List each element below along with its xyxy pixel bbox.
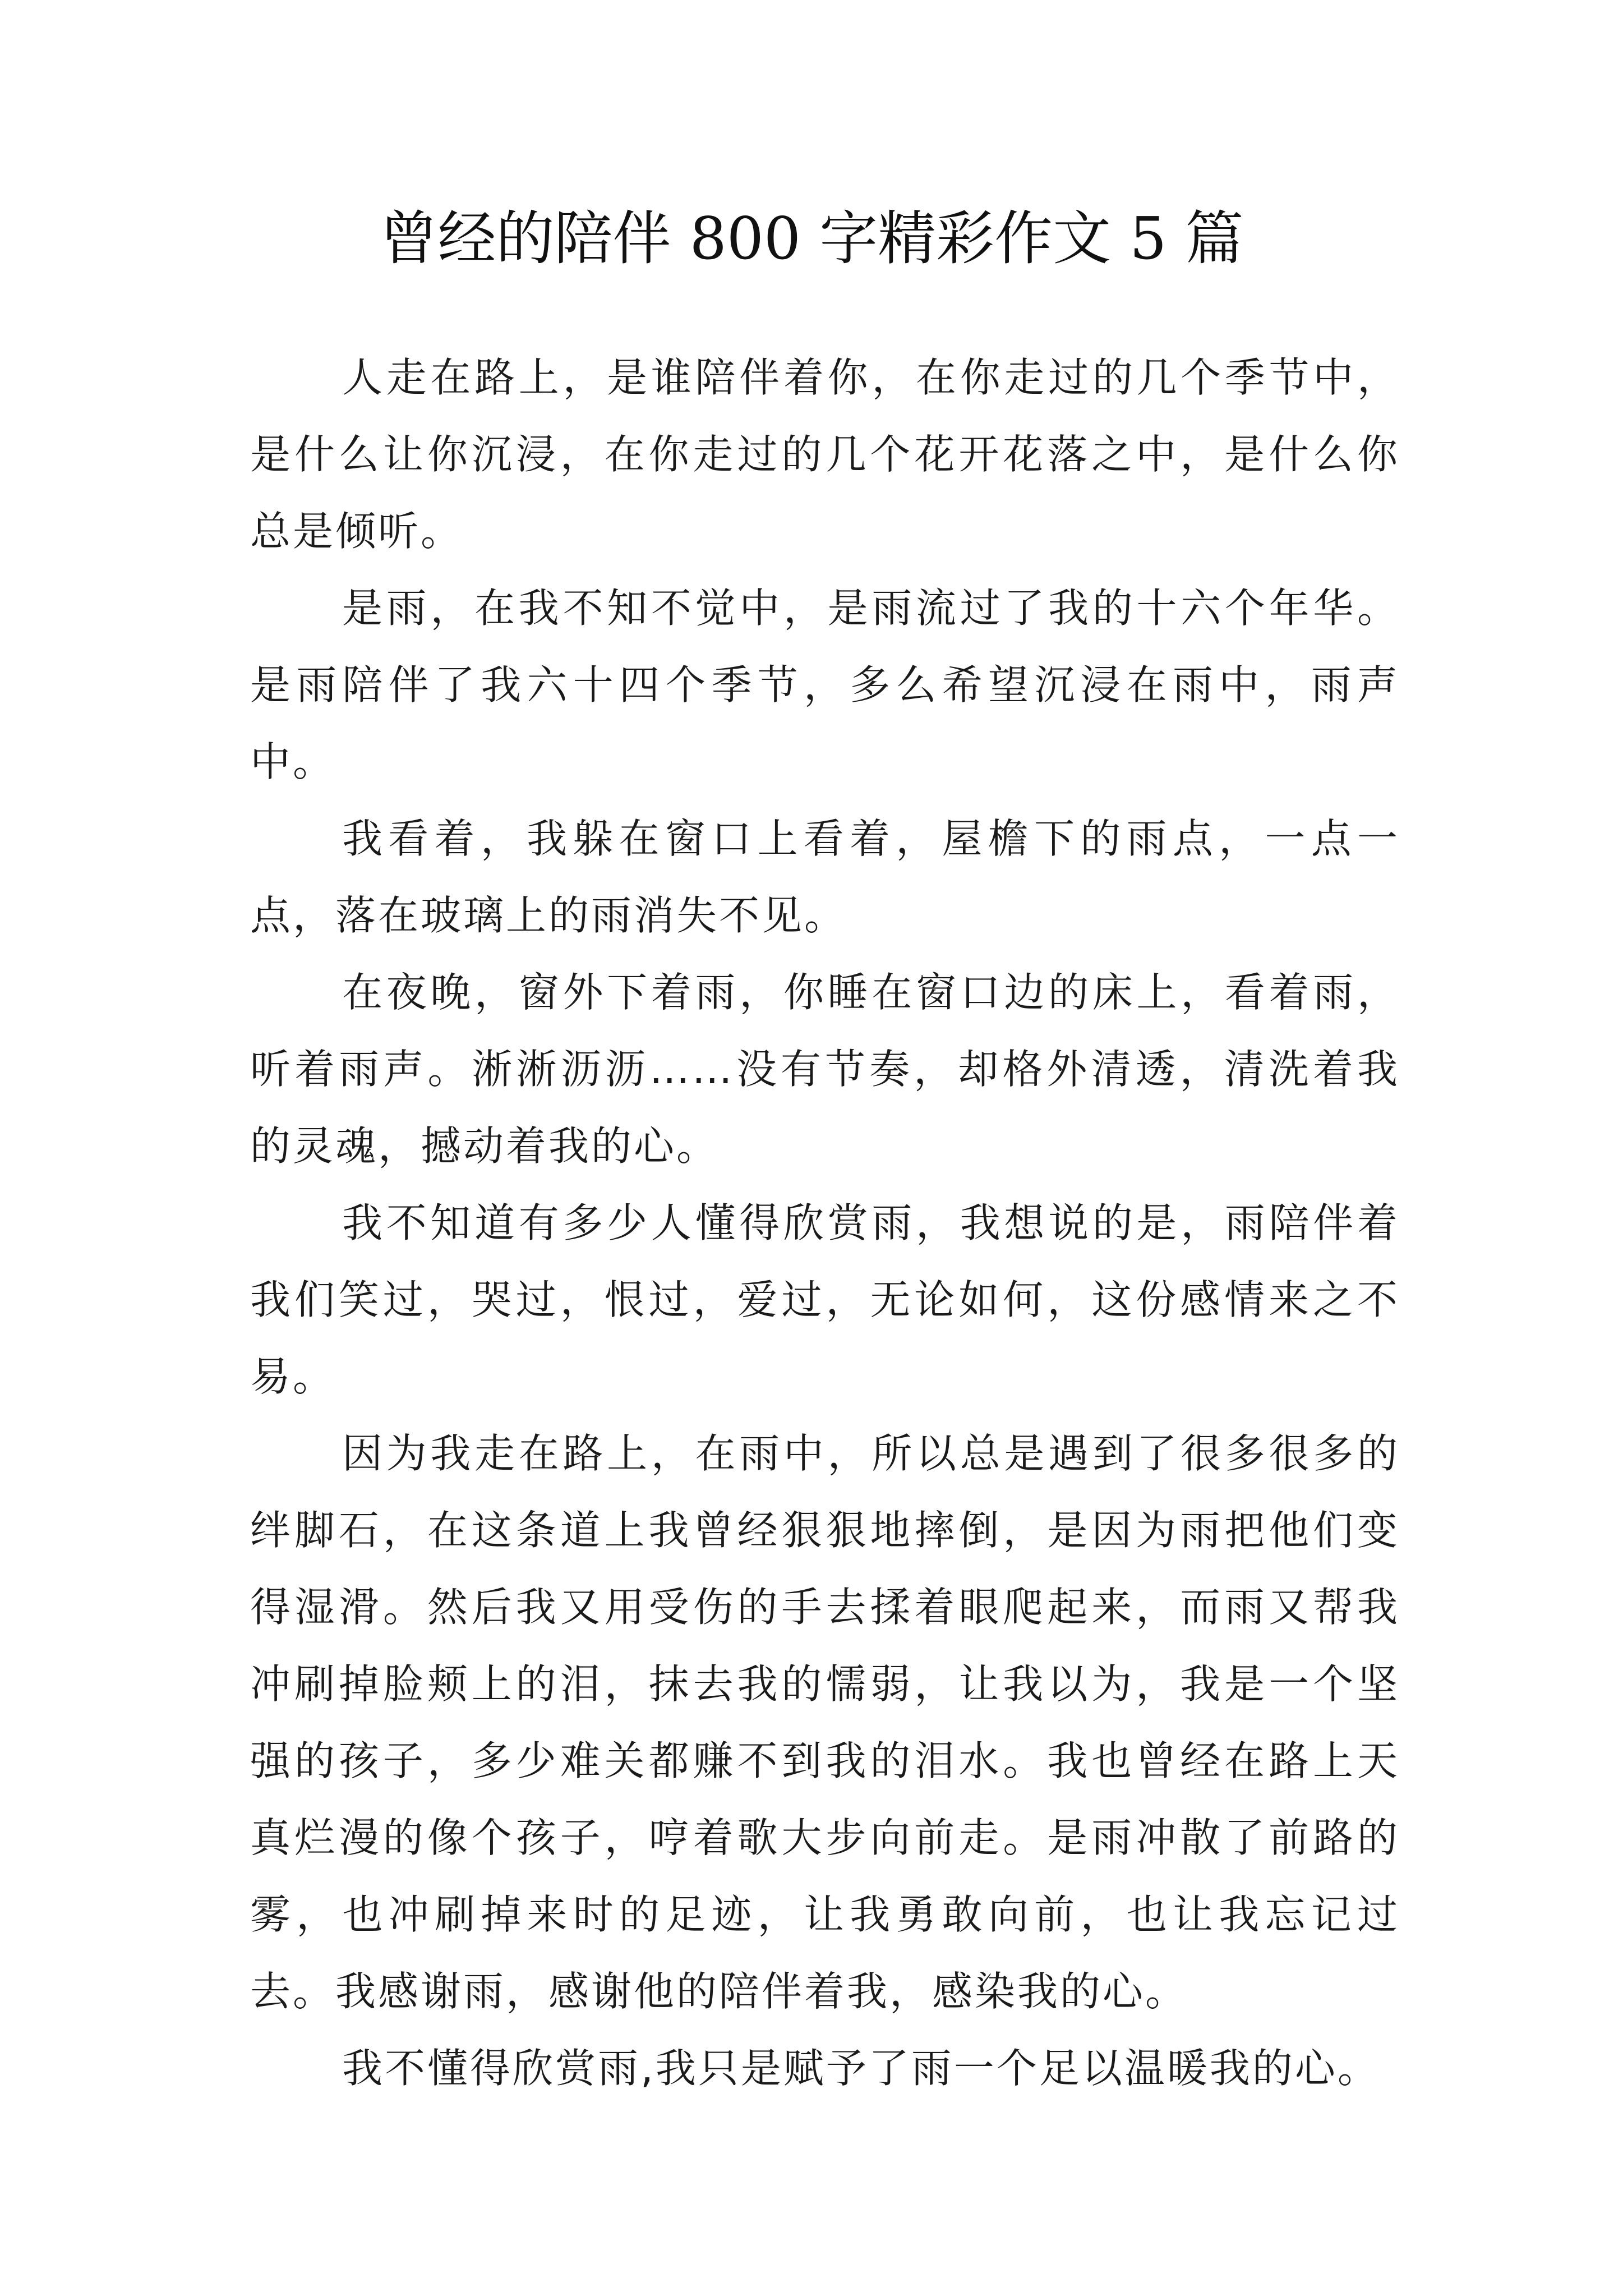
paragraph: 因为我走在路上，在雨中，所以总是遇到了很多很多的绊脚石，在这条道上我曾经狠狠地摔倒，是因为雨把他们变得湿滑。然后我又用受伤的手去揉着眼爬起来，而雨又帮我冲刷掉脸颊上的泪，抹去我的懦弱，让我以为，我是一个坚强的孩子，多少难关都赚不到我的泪水。我也曾经在路上天真烂漫的像个孩子，哼着歌大步向前走。是雨冲散了前路的雾，也冲刷掉来时的足迹，让我勇敢向前，也让我忘记过去。我感谢雨，感谢他的陪伴着我，感染我的心。 (250, 1430, 1400, 2015)
paragraph: 我看着，我躲在窗口上看着，屋檐下的雨点，一点一点，落在玻璃上的雨消失不见。 (250, 815, 1400, 939)
paragraph: 我不懂得欣赏雨,我只是赋予了雨一个足以温暖我的心。 (342, 2045, 1380, 2092)
document-title: 曾经的陪伴 800 字精彩作文 5 篇 (379, 204, 1244, 273)
paragraph: 在夜晚，窗外下着雨，你睡在窗口边的床上，看着雨，听着雨声。淅淅沥沥……没有节奏，却格外清透，清洗着我的灵魂，撼动着我的心。 (250, 969, 1400, 1170)
paragraph: 我不知道有多少人懂得欣赏雨，我想说的是，雨陪伴着我们笑过，哭过，恨过，爱过，无论如何，这份感情来之不易。 (250, 1199, 1400, 1400)
paragraph: 人走在路上，是谁陪伴着你，在你走过的几个季节中，是什么让你沉浸，在你走过的几个花开花落之中，是什么你总是倾听。 (250, 354, 1400, 555)
paragraph: 是雨，在我不知不觉中，是雨流过了我的十六个年华。是雨陪伴了我六十四个季节，多么希望沉浸在雨中，雨声中。 (250, 585, 1400, 785)
document-body (250, 339, 1400, 2107)
